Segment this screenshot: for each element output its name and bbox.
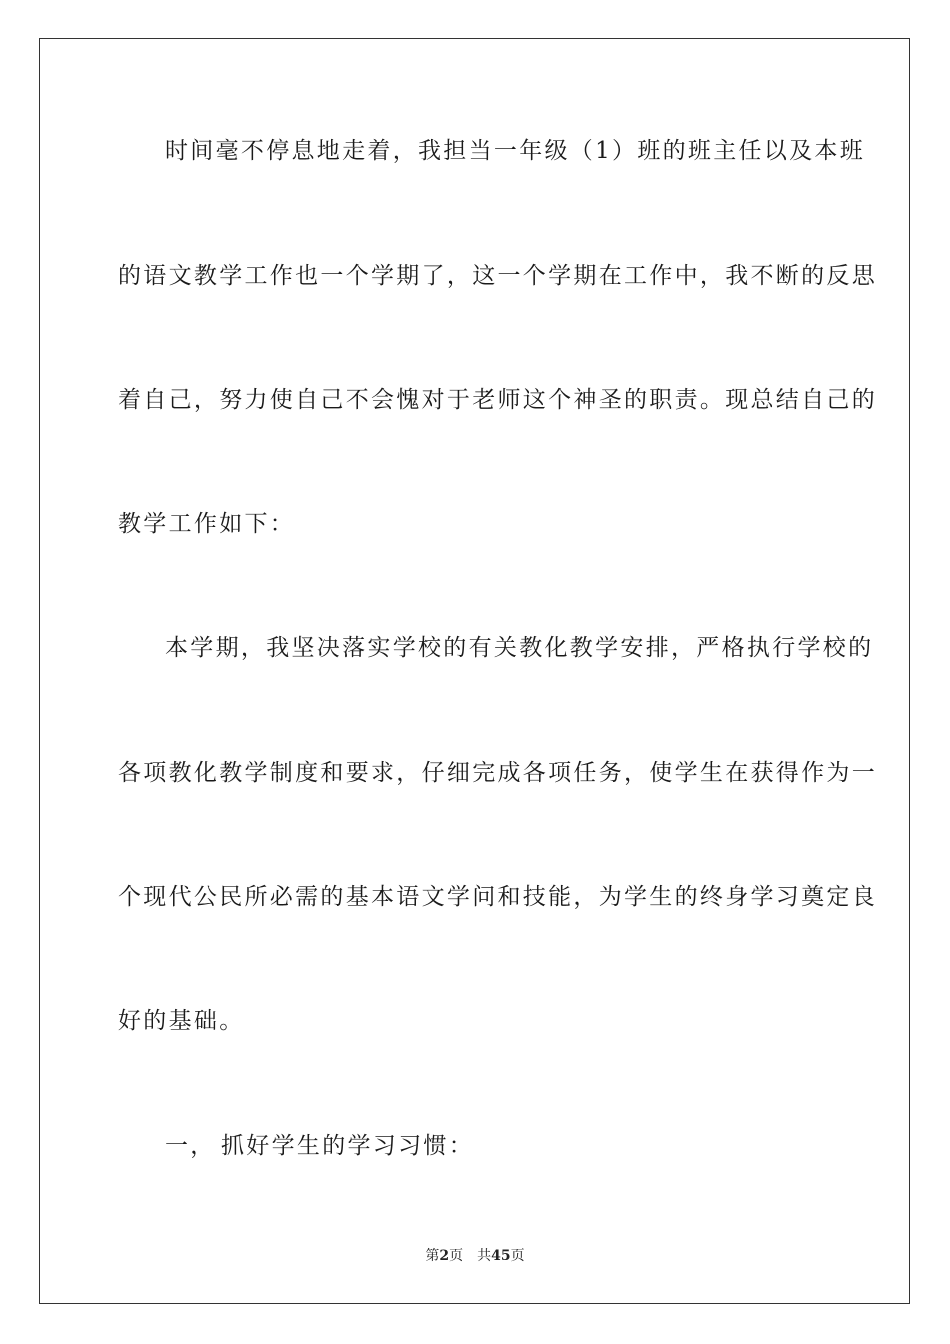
paragraph-1-line-1: 时间毫不停息地走着，我担当一年级（1）班的班主任以及本班 xyxy=(165,138,866,164)
footer-total-prefix: 共 xyxy=(477,1248,492,1264)
footer-page-suffix: 页 xyxy=(449,1248,464,1264)
paragraph-1-line-3: 着自己，努力使自己不会愧对于老师这个神圣的职责。现总结自己的 xyxy=(118,387,877,413)
paragraph-1-line-2: 的语文教学工作也一个学期了，这一个学期在工作中，我不断的反思 xyxy=(118,263,877,289)
section-heading-number: 一， xyxy=(165,1133,216,1159)
paragraph-2-line-1: 本学期，我坚决落实学校的有关教化教学安排，严格执行学校的 xyxy=(165,635,874,661)
footer-total-suffix: 页 xyxy=(510,1248,525,1264)
paragraph-1-line-4: 教学工作如下： xyxy=(118,511,296,537)
paragraph-2-line-4: 好的基础。 xyxy=(118,1008,245,1034)
paragraph-2-line-2: 各项教化教学制度和要求，仔细完成各项任务，使学生在获得作为一 xyxy=(118,760,877,786)
footer-page-total: 45 xyxy=(491,1248,511,1264)
paragraph-2-line-3: 个现代公民所必需的基本语文学问和技能，为学生的终身学习奠定良 xyxy=(118,884,877,910)
footer-page-current: 2 xyxy=(439,1248,450,1264)
footer-page-prefix: 第 xyxy=(425,1248,440,1264)
section-heading xyxy=(165,1131,885,1161)
page-frame xyxy=(39,38,910,1304)
section-heading-text: 抓好学生的学习习惯： xyxy=(221,1133,474,1159)
page-footer xyxy=(0,1246,950,1266)
